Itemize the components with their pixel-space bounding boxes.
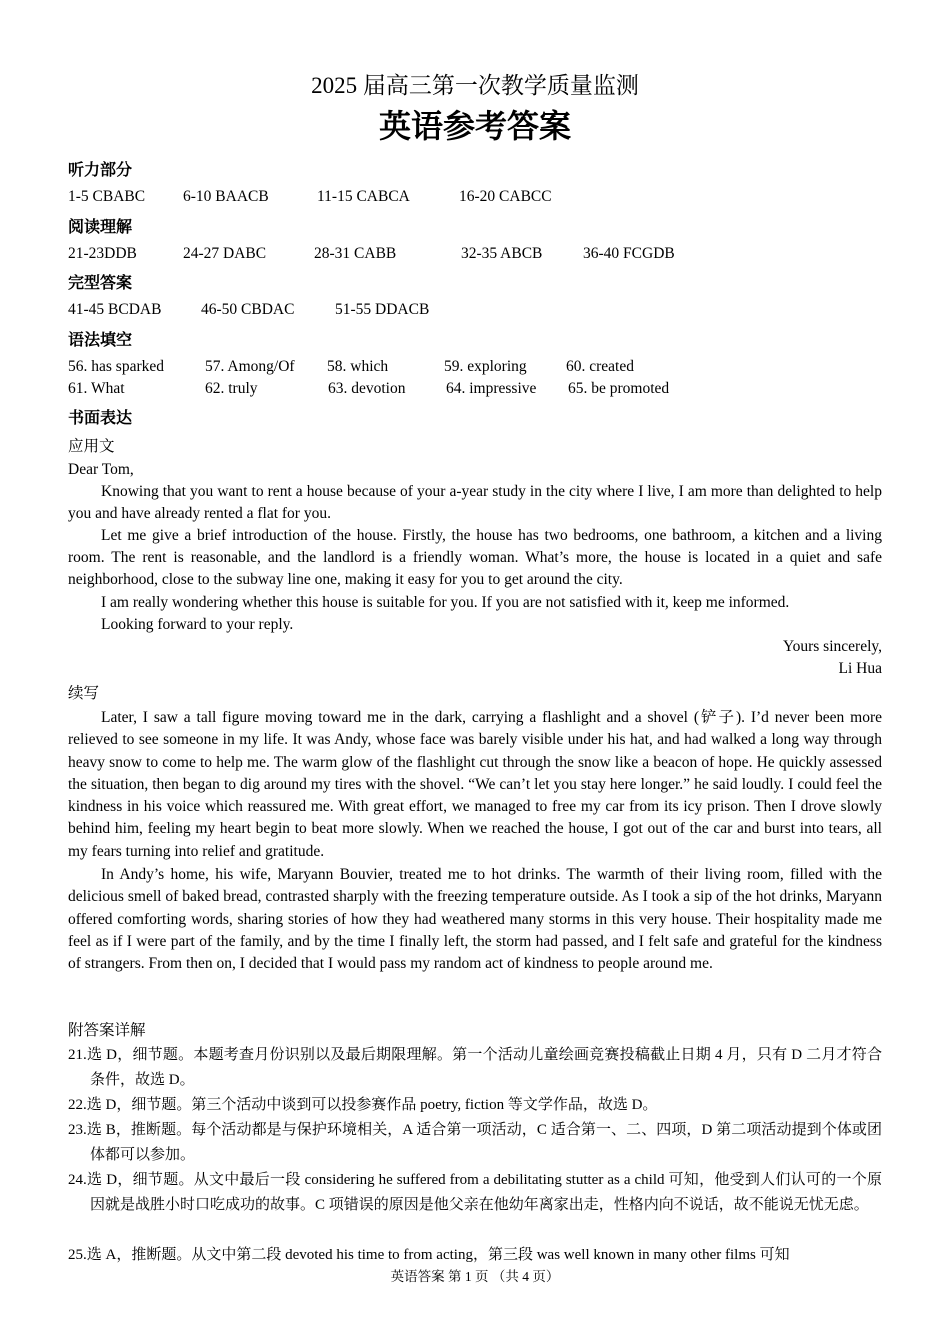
page-footer: 英语答案 第 1 页 （共 4 页） bbox=[390, 1269, 560, 1284]
answer-group: 1-5 CBABC bbox=[68, 188, 146, 205]
answer-group: 11-15 CABCA bbox=[317, 188, 410, 205]
letter-paragraph: Let me give a brief introduction of the house. Firstly, the house has two bedrooms, one bathroom, a kitchen and a living room. The rent is reasonable, and the landlord is a friendly woman. What’s more, the house is located in a quiet and safe neighborhood, close to the subway line one, making it easy for you to get around the city. bbox=[68, 527, 882, 589]
reading-heading: 阅读理解 bbox=[68, 217, 133, 236]
cloze-answers bbox=[68, 300, 888, 320]
answer-group: 32-35 ABCB bbox=[461, 245, 543, 262]
grammar-answer: 62. truly bbox=[205, 380, 258, 397]
grammar-answers-row-2 bbox=[68, 379, 888, 399]
applied-writing-label: 应用文 bbox=[68, 437, 115, 455]
letter-paragraph: I am really wondering whether this house is suitable for you. If you are not satisfied with it, keep me informed. bbox=[101, 594, 790, 611]
answer-group: 6-10 BAACB bbox=[183, 188, 269, 205]
explanation-item: 24.选 D，细节题。从文中最后一段 considering he suffered from a debilitating stutter as a child 可知，他受到人们认可的一个原因就是战胜小时口吃成功的故事。C 项错误的原因是他父亲在他幼年离家出走，性格内向不说话，故不能说无忧无虑。 bbox=[68, 1172, 882, 1213]
writing-heading: 书面表达 bbox=[68, 408, 133, 427]
grammar-answer: 63. devotion bbox=[328, 380, 406, 397]
grammar-answer: 56. has sparked bbox=[68, 358, 164, 375]
answer-group: 51-55 DDACB bbox=[335, 301, 430, 318]
letter-paragraph: Knowing that you want to rent a house because of your a-year study in the city where I live, I am more than delighted to help you and have already rented a flat for you. bbox=[68, 483, 882, 523]
listening-answers bbox=[68, 187, 888, 207]
explanation-item: 25.选 A，推断题。从文中第二段 devoted his time to from acting，第三段 was well known in many other films 可知 bbox=[68, 1247, 790, 1263]
grammar-answer: 65. be promoted bbox=[568, 380, 670, 397]
grammar-answer: 57. Among/Of bbox=[205, 358, 295, 375]
grammar-answer: 61. What bbox=[68, 380, 125, 397]
letter-salutation: Dear Tom, bbox=[68, 461, 134, 478]
continuation-label: 续写 bbox=[68, 684, 100, 702]
cloze-heading: 完型答案 bbox=[68, 273, 133, 292]
grammar-answers-row-1 bbox=[68, 357, 888, 377]
explanation-item: 21.选 D，细节题。本题考查月份识别以及最后期限理解。第一个活动儿童绘画竞赛投稿截止日期 4 月，只有 D 二月才符合条件，故选 D。 bbox=[68, 1047, 882, 1088]
letter-paragraph: Looking forward to your reply. bbox=[101, 616, 294, 633]
continuation-paragraph: Later, I saw a tall figure moving toward me in the dark, carrying a flashlight and a shovel (铲子). I’d never been more relieved to see someone in my life. It was Andy, whose face was barely visible under his hat, and had walked a long way through heavy snow to come to help me. The warm glow of the flashlight cut through the snow like a beacon of hope. He quickly assessed the situation, then began to dig around my tires with the shovel. “We can’t let you stay here longer.” he said loudly. I could feel the kindness in his voice which reassured me. With great effort, we managed to free my car from its icy prison. Then I drove slowly behind him, feeling my heart begin to beat more slowly. When we reached the house, I got out of the car and burst into tears, all my fears turning into relief and gratitude. bbox=[68, 709, 882, 860]
answer-group: 41-45 BCDAB bbox=[68, 301, 162, 318]
grammar-heading: 语法填空 bbox=[68, 330, 133, 349]
letter-closing: Yours sincerely, bbox=[782, 638, 882, 655]
grammar-answer: 59. exploring bbox=[444, 358, 527, 375]
answer-group: 28-31 CABB bbox=[314, 245, 397, 262]
listening-heading: 听力部分 bbox=[68, 160, 133, 179]
reading-answers bbox=[68, 244, 888, 264]
document-title: 英语参考答案 bbox=[378, 107, 571, 145]
answer-group: 46-50 CBDAC bbox=[201, 301, 295, 318]
continuation-paragraph: In Andy’s home, his wife, Maryann Bouvier, treated me to hot drinks. The warmth of their living room, filled with the delicious smell of baked bread, contrasted sharply with the freezing temperature outside. As I took a sip of the hot drinks, Maryann offered comforting words, sharing stories of how they had weathered many storms in this very house. Their hospitality made me feel as if I were part of the family, and by the time I finally left, the storm had passed, and I felt safe and grateful for the kindness of strangers. From then on, I decided that I would pass my random act of kindness to people around me. bbox=[68, 866, 882, 973]
grammar-answer: 58. which bbox=[327, 358, 389, 375]
answer-group: 24-27 DABC bbox=[183, 245, 267, 262]
explanation-item: 23.选 B，推断题。每个活动都是与保护环境相关，A 适合第一项活动，C 适合第一、二、四项，D 第二项活动提到个体或团体都可以参加。 bbox=[68, 1122, 882, 1163]
explanation-item: 22.选 D，细节题。第三个活动中谈到可以投参赛作品 poetry, fiction 等文学作品，故选 D。 bbox=[68, 1097, 658, 1113]
grammar-answer: 60. created bbox=[566, 358, 634, 375]
letter-signature: Li Hua bbox=[838, 660, 882, 677]
explanations-heading: 附答案详解 bbox=[68, 1021, 146, 1039]
answer-group: 16-20 CABCC bbox=[459, 188, 552, 205]
answer-group: 36-40 FCGDB bbox=[583, 245, 675, 262]
exam-title: 2025 届高三第一次教学质量监测 bbox=[311, 73, 639, 98]
grammar-answer: 64. impressive bbox=[446, 380, 537, 397]
answer-group: 21-23DDB bbox=[68, 245, 137, 262]
